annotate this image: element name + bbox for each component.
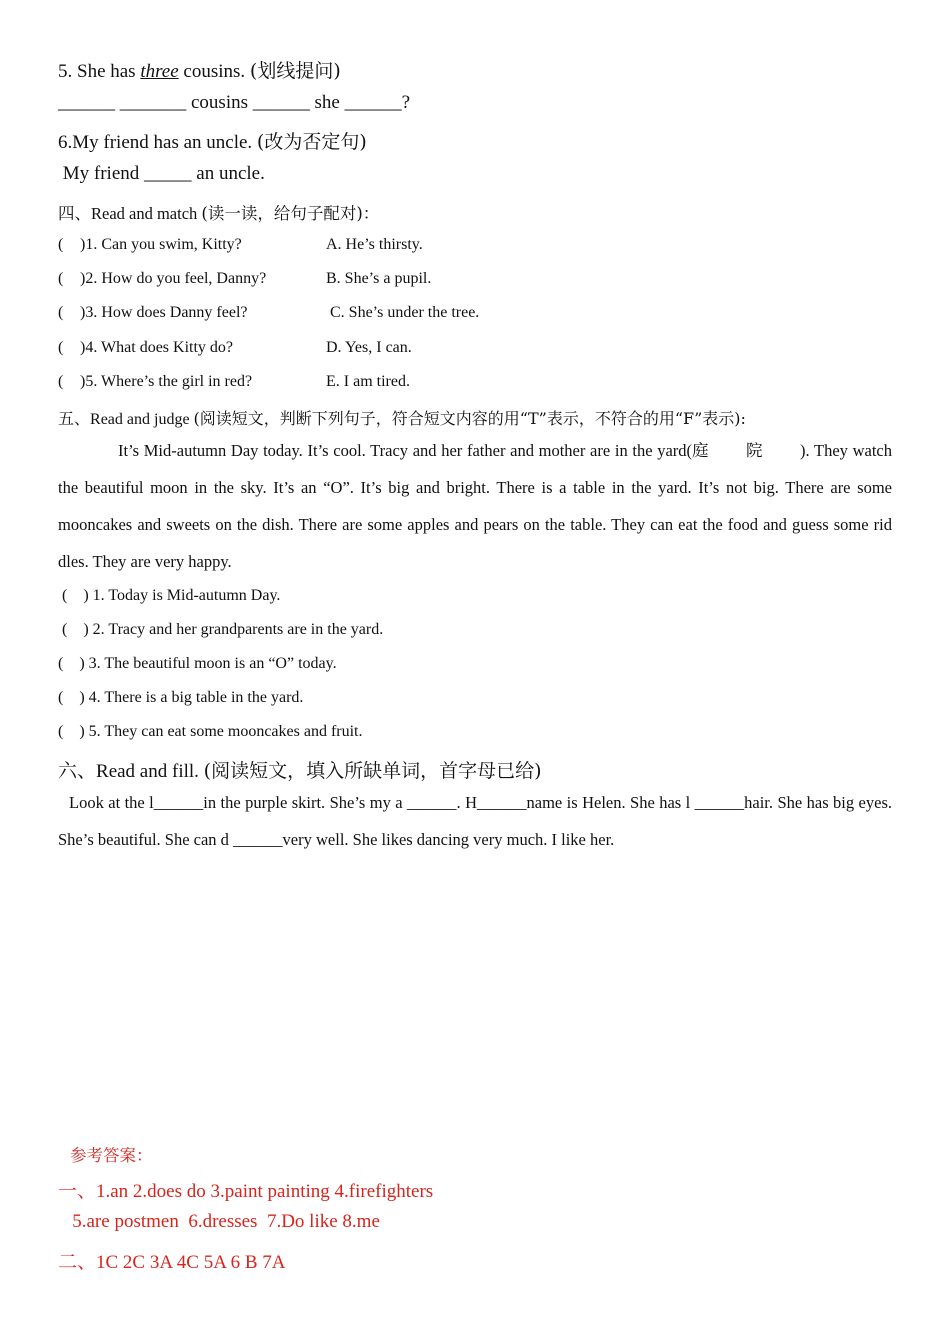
part6-title: Read and fill.: [96, 761, 204, 782]
judge-item: ( ) 5. They can eat some mooncakes and fruit.: [58, 723, 363, 740]
match-row: [58, 373, 410, 391]
q5-answer-line: ______ _______ cousins ______ she ______?: [58, 92, 411, 113]
match-answer: E. I am tired.: [326, 373, 410, 390]
answers-line-2: 5.are postmen 6.dresses 7.Do like 8.me: [58, 1211, 380, 1232]
question-5: [58, 56, 341, 83]
match-row: [58, 339, 412, 357]
q6-text: 6.My friend has an uncle.: [58, 132, 257, 153]
judge-item: ( ) 1. Today is Mid-autumn Day.: [58, 587, 281, 604]
part4-instruction: (读一读，给句子配对)：: [201, 204, 380, 223]
answers-title: 参考答案：: [70, 1146, 153, 1165]
judge-item: ( ) 2. Tracy and her grandparents are in the yard.: [58, 621, 384, 638]
match-question: )2. How do you feel, Danny?: [80, 270, 267, 287]
judge-item: ( ) 4. There is a big table in the yard.: [58, 689, 304, 706]
passage-text: It’s Mid-autumn Day today. It’s cool. Tracy and her father and mother are in the yard(: [118, 441, 693, 460]
judge-item: ( ) 3. The beautiful moon is an “O” today.: [58, 655, 337, 672]
match-question: )4. What does Kitty do?: [80, 339, 234, 356]
match-row: [58, 236, 423, 254]
match-answer: B. She’s a pupil.: [326, 270, 432, 287]
match-row: [58, 270, 431, 288]
match-row: [58, 304, 479, 322]
part4-number: 四、: [58, 204, 91, 223]
yard-chinese-gloss: [692, 432, 800, 469]
answers-line-1: 一、1.an 2.does do 3.paint painting 4.firefighters: [58, 1181, 434, 1202]
gloss-char: 院: [746, 441, 763, 460]
q5-underlined-word: three: [140, 61, 179, 82]
part5-heading: [58, 406, 746, 429]
passage-text: ). They watch the beautiful moon in the sky. It’s an “O”. It’s big and bright. There is a table in the yard. It’s not big. There are some mooncakes and sweets on the dish. There are some apples and pears on the table. They can eat the food and guess some rid dles. They are very happy.: [58, 441, 892, 571]
part5-title: Read and judge: [90, 411, 194, 428]
q5-text: 5. She has: [58, 61, 141, 82]
answer-paren: (: [58, 270, 64, 287]
q6-answer-line: My friend _____ an uncle.: [58, 163, 265, 184]
match-question: )3. How does Danny feel?: [80, 304, 248, 321]
part5-passage: [58, 432, 892, 580]
part5-instruction: (阅读短文，判断下列句子，符合短文内容的用“T”表示，不符合的用“F”表示):: [193, 409, 746, 428]
question-6: [58, 127, 367, 154]
answer-paren: (: [58, 339, 64, 356]
q5-instruction: (划线提问): [249, 60, 341, 82]
part6-heading: [58, 756, 541, 783]
q5-text-after: cousins.: [178, 61, 250, 82]
match-question: )1. Can you swim, Kitty?: [80, 236, 242, 253]
part4-heading: [58, 200, 379, 224]
answer-paren: (: [58, 236, 64, 253]
part4-title: Read and match: [91, 204, 202, 223]
answer-paren: (: [58, 304, 64, 321]
match-answer: C. She’s under the tree.: [326, 304, 480, 321]
part6-passage: Look at the l______in the purple skirt. She’s my a ______. H______name is Helen. She has l ______hair. She has big eyes. She’s beautiful. She can d ______very well. She likes dancing very much. I like her.: [58, 793, 892, 849]
answer-paren: (: [58, 373, 64, 390]
gloss-char: 庭: [692, 441, 709, 460]
match-answer: D. Yes, I can.: [326, 339, 412, 356]
part5-number: 五、: [58, 409, 91, 428]
q6-instruction: (改为否定句): [256, 131, 367, 153]
match-answer: A. He’s thirsty.: [326, 236, 423, 253]
match-question: )5. Where’s the girl in red?: [80, 373, 253, 390]
part6-instruction: (阅读短文，填入所缺单词，首字母已给): [203, 760, 542, 782]
answers-line-3: 二、1C 2C 3A 4C 5A 6 B 7A: [58, 1252, 286, 1273]
part6-number: 六、: [58, 760, 97, 782]
